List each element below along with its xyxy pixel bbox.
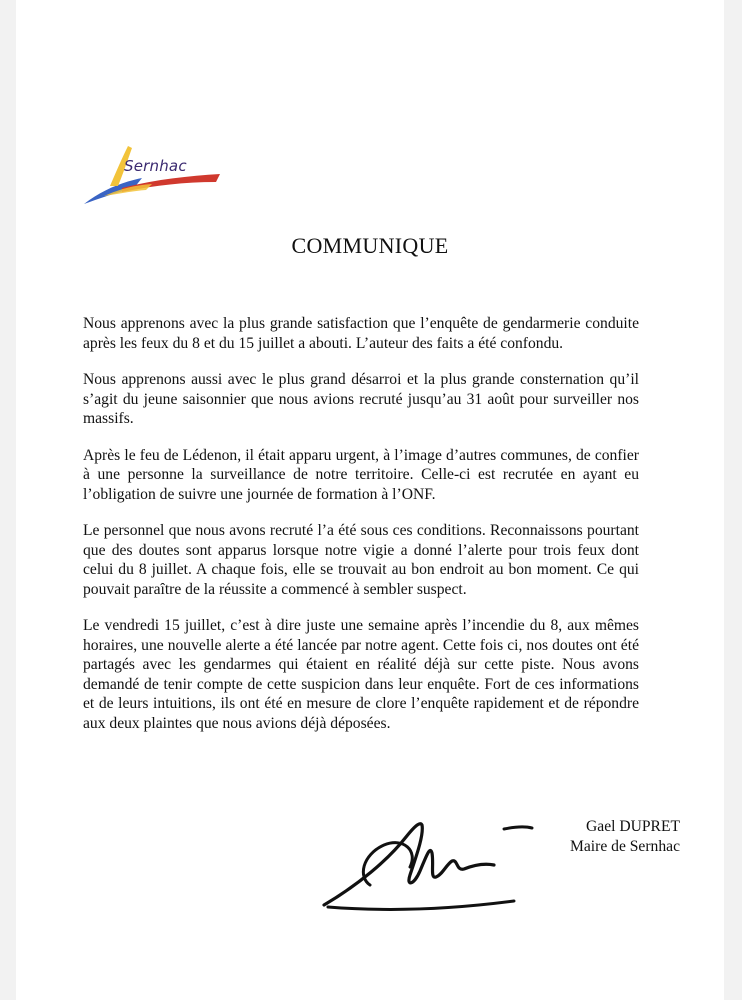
sernhac-logo xyxy=(82,142,222,212)
paragraph: Nous apprenons aussi avec le plus grand désarroi et la plus grande consternation qu’il s’agit du jeune saisonnier que nous avions recruté jusqu’au 31 août pour surveiller nos massifs. xyxy=(83,371,639,427)
signatory-name: Gael DUPRET xyxy=(586,818,680,835)
communique-body xyxy=(83,314,639,750)
page-title: COMMUNIQUE xyxy=(291,233,449,258)
logo-swoosh-icon xyxy=(82,142,222,212)
signatory-block xyxy=(570,817,680,857)
paragraph: Le vendredi 15 juillet, c’est à dire juste une semaine après l’incendie du 8, aux mêmes horaires, une nouvelle alerte a été lancée par notre agent. Cette fois ci, nos doutes ont été partagés avec les gendarmes qui étaient en réalité déjà sur cette piste. Nous avons demandé de tenir compte de cette suspicion dans leur enquête. Fort de ces informations et de leurs intuitions, ils ont été en mesure de clore l’enquête rapidement et de répondre aux deux plaintes que nous avions déjà déposées. xyxy=(83,617,639,732)
document-page xyxy=(16,0,724,1000)
paragraph: Le personnel que nous avons recruté l’a été sous ces conditions. Reconnaissons pourtant que des doutes sont apparus lorsque notre vigie a donné l’alerte pour trois feux dont celui du 8 juillet. A chaque fois, elle se trouvait au bon endroit au bon moment. Ce qui pouvait paraître de la réussite a commencé à sembler suspect. xyxy=(83,522,639,598)
handwritten-signature xyxy=(318,815,538,920)
paragraph: Nous apprenons avec la plus grande satisfaction que l’enquête de gendarmerie conduite après les feux du 8 et du 15 juillet a abouti. L’auteur des faits a été confondu. xyxy=(83,315,639,352)
logo-text: Sernhac xyxy=(124,157,187,175)
signatory-role: Maire de Sernhac xyxy=(570,838,680,855)
paragraph: Après le feu de Lédenon, il était apparu urgent, à l’image d’autres communes, de confier à une personne la surveillance de notre territoire. Celle-ci est recrutée en ayant eu l’obligation de suivre une journée de formation à l’ONF. xyxy=(83,446,639,503)
